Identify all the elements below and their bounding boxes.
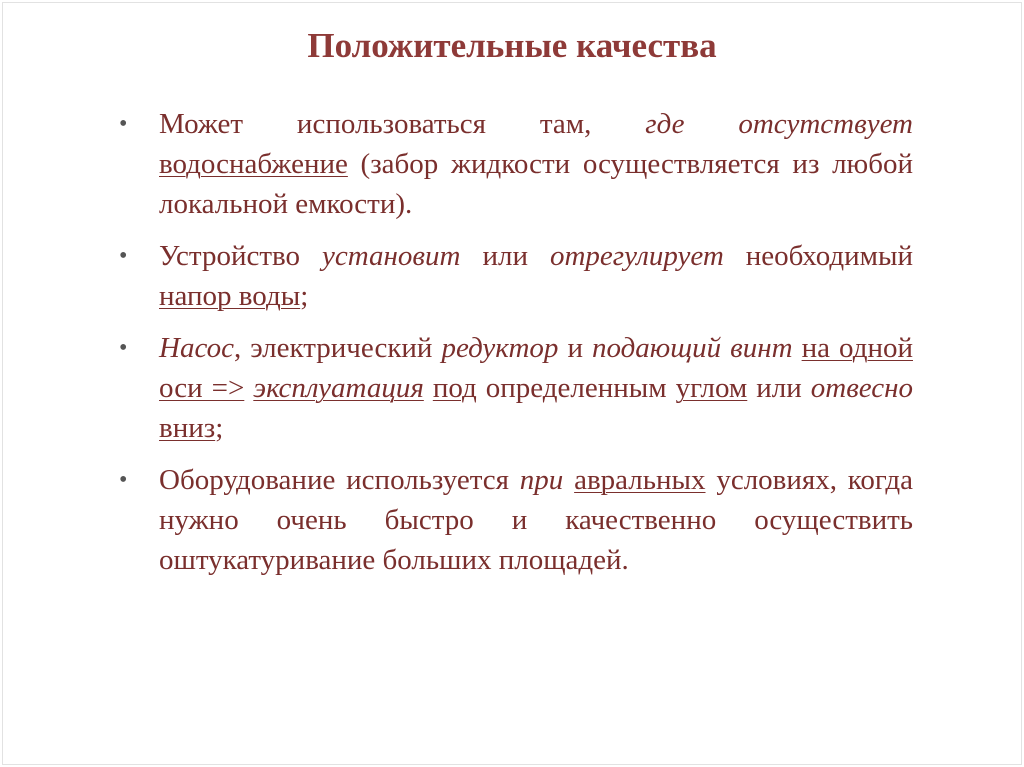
text-segment: подающий винт xyxy=(592,332,793,364)
text-segment: водоснабжение xyxy=(159,148,348,180)
bullet-text xyxy=(159,108,913,220)
text-segment: Оборудование используется xyxy=(159,464,520,496)
text-segment: ; xyxy=(215,412,224,444)
text-segment: отвесно xyxy=(810,372,914,404)
bullet-marker: • xyxy=(119,111,128,137)
text-segment: или xyxy=(460,240,550,272)
text-segment xyxy=(244,372,253,404)
text-segment: вниз xyxy=(159,412,216,444)
text-segment: Может использоваться там, xyxy=(159,108,646,140)
text-segment: на одной оси => xyxy=(159,332,913,404)
text-segment: , электрический xyxy=(233,332,442,364)
bullet-item-2 xyxy=(118,236,913,316)
text-segment: напор воды xyxy=(159,280,301,312)
slide-title: Положительные качества xyxy=(307,26,717,65)
text-segment: где отсутствует xyxy=(645,108,913,140)
text-segment xyxy=(424,372,433,404)
text-segment: ; xyxy=(300,280,309,312)
text-segment: Устройство xyxy=(159,240,322,272)
text-segment: авральных xyxy=(574,464,706,496)
text-segment: при xyxy=(519,464,564,496)
bullet-marker: • xyxy=(119,243,128,269)
text-segment: эксплуатация xyxy=(253,372,424,404)
text-segment: и xyxy=(558,332,592,364)
text-segment: условиях, когда нужно очень быстро и качественно осуществить оштукатуривание больших площадей. xyxy=(159,464,913,576)
text-segment: углом xyxy=(675,372,748,404)
bullet-marker: • xyxy=(119,467,128,493)
bullet-text xyxy=(159,464,913,576)
text-segment: определенным xyxy=(476,372,676,404)
bullet-item-1 xyxy=(118,104,913,224)
bullet-text xyxy=(159,332,913,444)
bullet-marker: • xyxy=(119,335,128,361)
text-segment: или xyxy=(747,372,811,404)
text-segment xyxy=(793,332,802,364)
text-segment: отрегулирует xyxy=(549,240,724,272)
text-segment: под xyxy=(432,372,477,404)
text-segment: необходимый xyxy=(723,240,913,272)
text-segment: редуктор xyxy=(441,332,559,364)
bullet-item-4 xyxy=(118,460,913,580)
bullet-item-3 xyxy=(118,328,913,448)
text-segment: Насос xyxy=(159,332,234,364)
bullet-text xyxy=(159,240,913,312)
text-segment xyxy=(563,464,574,496)
text-segment: (забор жидкости осуществляется из любой локальной емкости). xyxy=(159,148,913,220)
text-segment: установит xyxy=(322,240,461,272)
bullet-list xyxy=(118,104,913,592)
